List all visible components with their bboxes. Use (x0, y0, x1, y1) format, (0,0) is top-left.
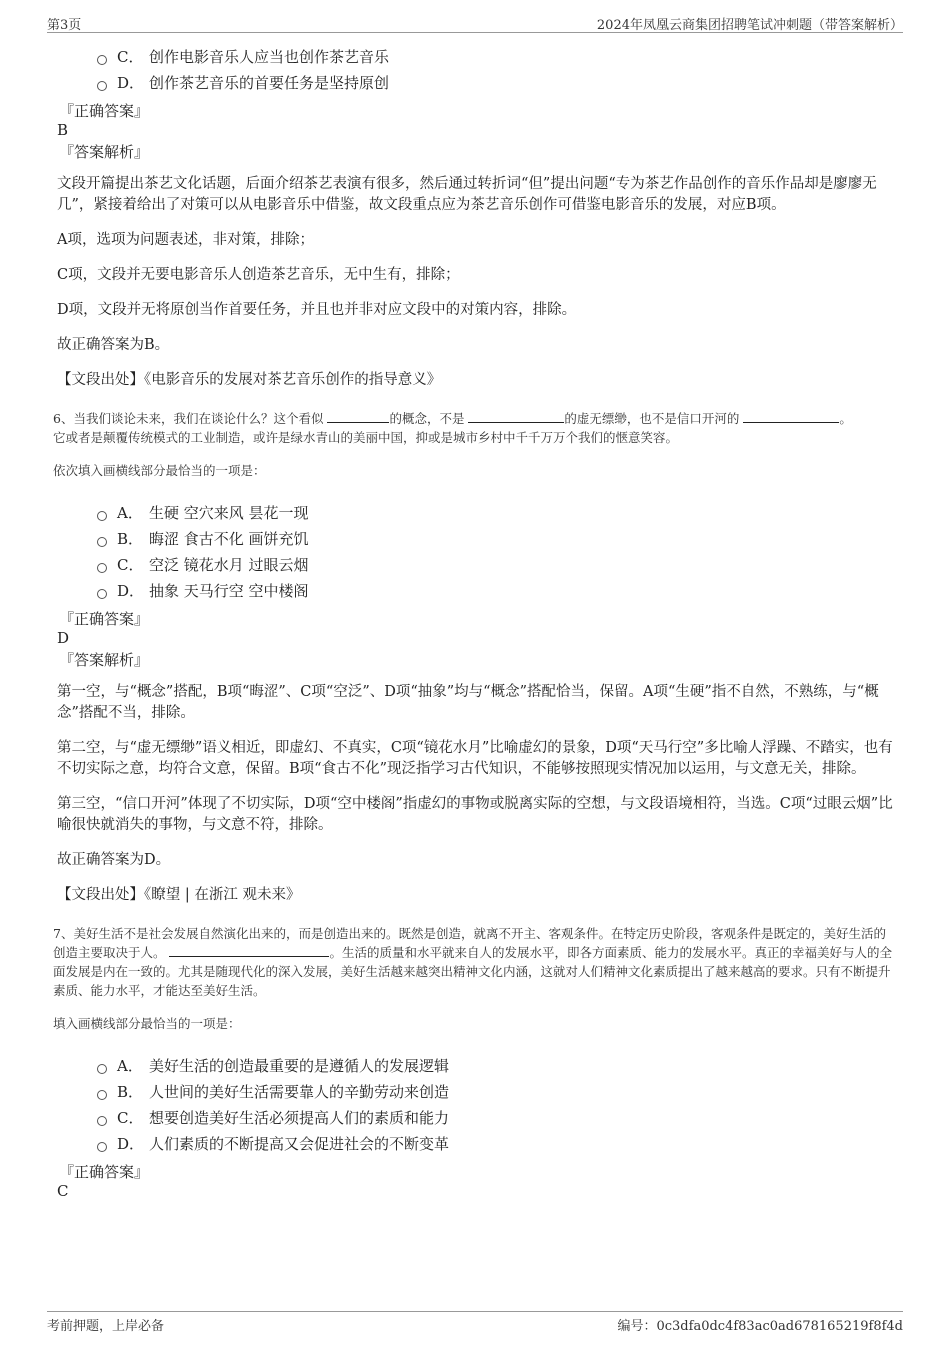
q6-option-a[interactable] (97, 500, 897, 526)
radio-icon[interactable] (97, 1116, 107, 1126)
stem-text: 的虚无缥缈，也不是信口开河的 (564, 411, 744, 426)
q6-option-c[interactable] (97, 552, 897, 578)
stem-text: 。生活的质量和水平就来自人的发展水平，即各方面素质、能力的发展水平。真正的幸福美好与人的全面发展是内在一致的。尤其是随现代化的深入发展，美好生活越来越突出精神文化内涵，这就对人们精神文化素质提出了越来越高的要求。只有不断提升素质、能力水平，才能达至美好生活。 (53, 945, 892, 998)
q6-source: 【文段出处】《瞭望 | 在浙江 观未来》 (57, 887, 301, 903)
q7-option-d[interactable] (97, 1131, 897, 1157)
document-title: 2024年凤凰云商集团招聘笔试冲刺题（带答案解析） (596, 18, 903, 33)
radio-icon[interactable] (97, 537, 107, 547)
footer-slogan: 考前押题，上岸必备 (47, 1319, 165, 1334)
option-text: 创作茶艺音乐的首要任务是坚持原创 (149, 74, 390, 92)
q6-analysis-4: 故正确答案为D。 (57, 852, 171, 868)
fill-blank (169, 944, 329, 957)
q5-option-d[interactable] (97, 70, 897, 96)
q6-options (97, 500, 897, 604)
option-letter: B． (117, 530, 144, 548)
option-letter: C． (117, 556, 144, 574)
option-text: 生硬 空穴来风 昙花一现 (149, 504, 309, 522)
q6-analysis-3: 第三空，“信口开河”体现了不切实际，D项“空中楼阁”指虚幻的事物或脱离实际的空想，与文段语境相符，当选。C项“过眼云烟”比喻很快就消失的事物，与文意不符，排除。 (57, 796, 893, 833)
analysis-label: 『答案解析』 (59, 651, 150, 669)
radio-icon[interactable] (97, 563, 107, 573)
document-code: 编号：0c3dfa0dc4f83ac0ad678165219f8f4d (617, 1319, 903, 1334)
q5-source: 【文段出处】《电影音乐的发展对茶艺音乐创作的指导意义》 (57, 372, 442, 388)
q5-analysis-2: A项，选项为问题表述，非对策，排除； (57, 232, 314, 248)
stem-text: 7、美好生活不是社会发展自然演化出来的，而是创造出来的。既然是创造，就离不开主、客观条件。在特定历史阶段，客观条件是既定的，美好生活的创造主要取决于人。 (53, 926, 886, 960)
option-text: 美好生活的创造最重要的是遵循人的发展逻辑 (149, 1057, 450, 1075)
option-letter: C． (117, 48, 144, 66)
radio-icon[interactable] (97, 1142, 107, 1152)
option-text: 想要创造美好生活必须提高人们的素质和能力 (149, 1109, 450, 1127)
stem-text: 。 (839, 411, 852, 426)
option-text: 抽象 天马行空 空中楼阁 (149, 582, 309, 600)
option-letter: B． (117, 1083, 144, 1101)
stem-text: 6、当我们谈论未来，我们在谈论什么？这个看似 (53, 411, 328, 426)
q5-options (97, 44, 897, 96)
page-header (47, 12, 903, 33)
option-letter: D． (117, 74, 145, 92)
option-text: 人们素质的不断提高又会促进社会的不断变革 (149, 1135, 450, 1153)
q5-analysis-3: C项，文段并无要电影音乐人创造茶艺音乐，无中生有，排除； (57, 267, 460, 283)
q5-analysis-4: D项，文段并无将原创当作首要任务，并且也并非对应文段中的对策内容，排除。 (57, 302, 577, 318)
stem-text: 的概念，不是 (389, 411, 469, 426)
option-letter: D． (117, 582, 145, 600)
q7-option-a[interactable] (97, 1053, 897, 1079)
analysis-label: 『答案解析』 (59, 143, 150, 161)
option-text: 空泛 镜花水月 过眼云烟 (149, 556, 309, 574)
fill-blank (743, 410, 839, 423)
fill-blank (327, 410, 389, 423)
q6-analysis-2: 第二空，与“虚无缥缈”语义相近，即虚幻、不真实，C项“镜花水月”比喻虚幻的景象，D项“天马行空”多比喻人浮躁、不踏实，也有不切实际之意，均符合文意，保留。B项“食古不化”现泛指学习古代知识，不能够按照现实情况加以运用，与文意无关，排除。 (57, 740, 893, 777)
radio-icon[interactable] (97, 81, 107, 91)
q7-option-b[interactable] (97, 1079, 897, 1105)
q5-analysis-5: 故正确答案为B。 (57, 337, 170, 353)
q6-analysis-1: 第一空，与“概念”搭配，B项“晦涩”、C项“空泛”、D项“抽象”均与“概念”搭配恰当，保留。A项“生硬”指不自然，不熟练，与“概念”搭配不当，排除。 (57, 684, 879, 721)
option-letter: D． (117, 1135, 145, 1153)
q5-answer: B (57, 121, 69, 139)
option-text: 晦涩 食古不化 画饼充饥 (149, 530, 309, 548)
q6-answer: D (57, 629, 70, 647)
page-number: 第3页 (47, 18, 82, 33)
fill-blank (468, 410, 564, 423)
option-text: 人世间的美好生活需要靠人的辛勤劳动来创造 (149, 1083, 450, 1101)
q5-option-c[interactable] (97, 44, 897, 70)
option-letter: A． (117, 1057, 143, 1075)
q6-option-d[interactable] (97, 578, 897, 604)
correct-answer-label: 『正确答案』 (59, 1163, 150, 1181)
q6-prompt: 依次填入画横线部分最恰当的一项是： (53, 463, 266, 478)
q6-stem (53, 409, 897, 447)
q7-answer: C (57, 1182, 69, 1200)
option-letter: A． (117, 504, 143, 522)
q7-option-c[interactable] (97, 1105, 897, 1131)
radio-icon[interactable] (97, 589, 107, 599)
option-letter: C． (117, 1109, 144, 1127)
radio-icon[interactable] (97, 511, 107, 521)
option-text: 创作电影音乐人应当也创作茶艺音乐 (149, 48, 390, 66)
radio-icon[interactable] (97, 1064, 107, 1074)
stem-text: 它或者是颠覆传统模式的工业制造，或许是绿水青山的美丽中国，抑或是城市乡村中千千万万个我们的惬意笑容。 (53, 430, 679, 445)
q7-prompt: 填入画横线部分最恰当的一项是： (53, 1016, 241, 1031)
page-content (53, 44, 897, 1204)
correct-answer-label: 『正确答案』 (59, 102, 150, 120)
q7-options (97, 1053, 897, 1157)
radio-icon[interactable] (97, 55, 107, 65)
page-footer (47, 1311, 903, 1336)
q6-option-b[interactable] (97, 526, 897, 552)
q7-stem (53, 924, 897, 1000)
correct-answer-label: 『正确答案』 (59, 610, 150, 628)
radio-icon[interactable] (97, 1090, 107, 1100)
q5-analysis-1: 文段开篇提出茶艺文化话题，后面介绍茶艺表演有很多，然后通过转折词“但”提出问题“专为茶艺作品创作的音乐作品却是廖廖无几”，紧接着给出了对策可以从电影音乐中借鉴，故文段重点应为茶艺音乐创作可借鉴电影音乐的发展，对应B项。 (57, 176, 877, 213)
